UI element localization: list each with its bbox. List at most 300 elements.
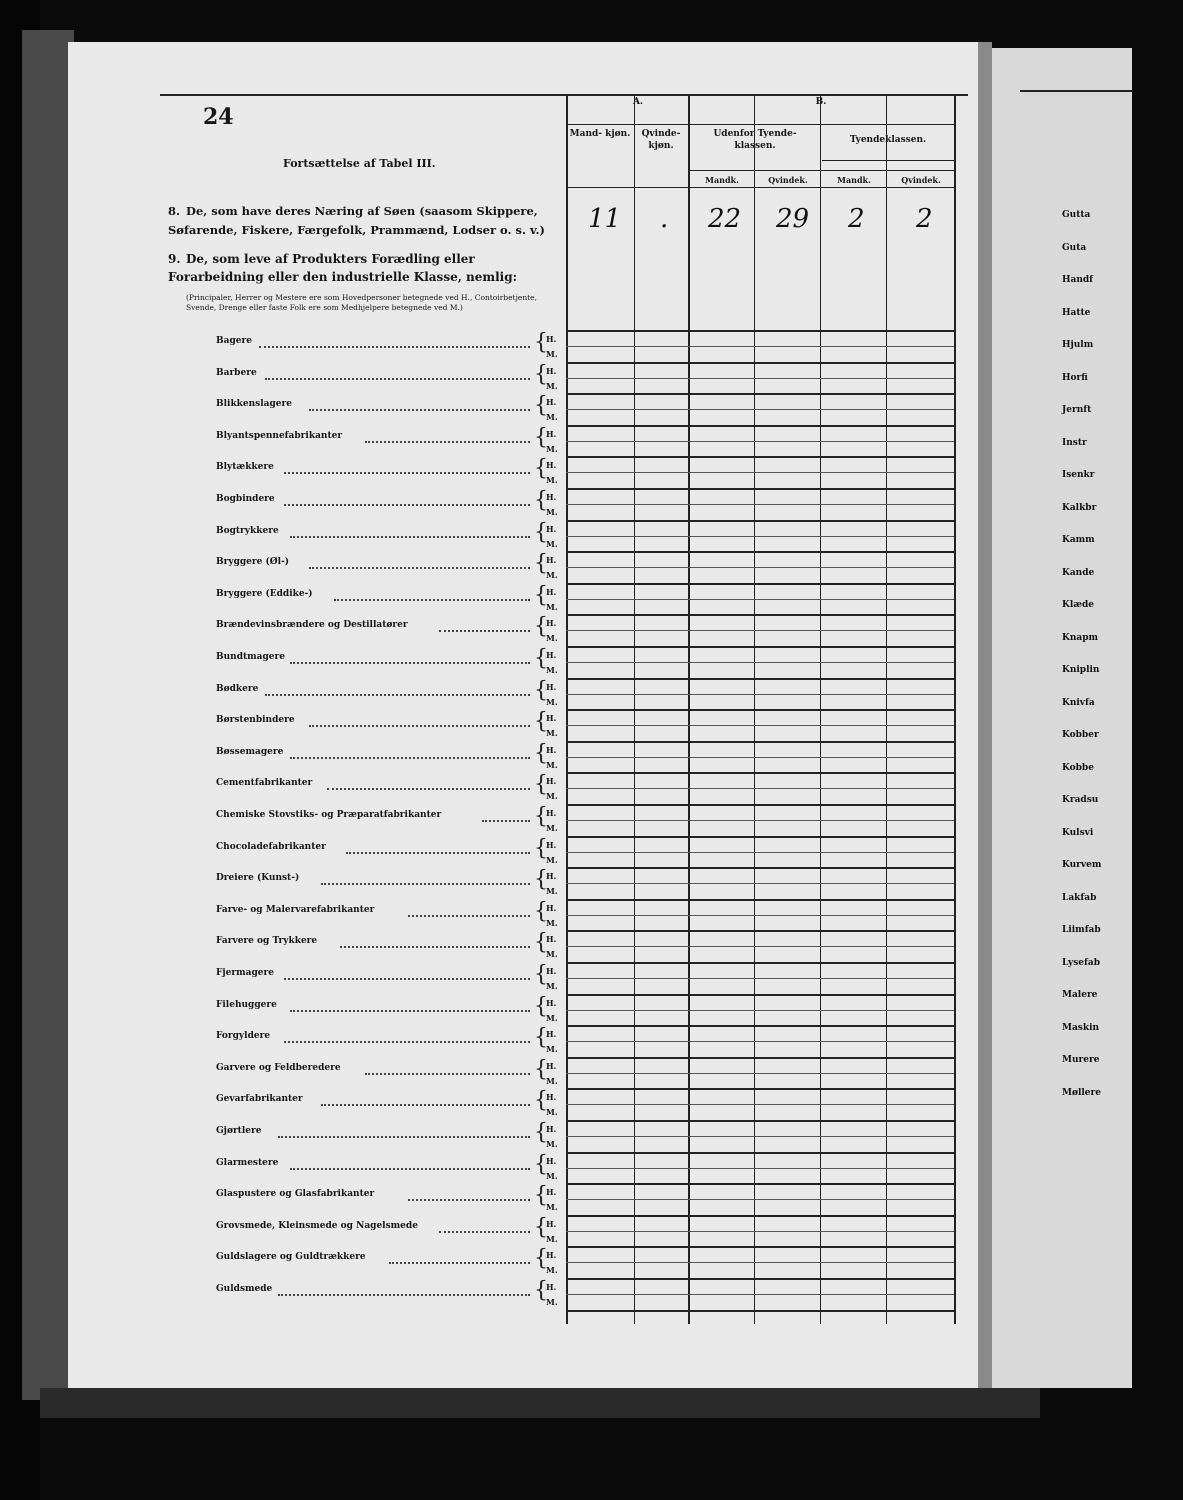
occupation-label: Bødkere (216, 683, 259, 694)
leader-dots (265, 378, 530, 381)
occupation-label: Cementfabrikanter (216, 778, 313, 789)
hm-labels (546, 964, 558, 994)
brace-mark: { (534, 519, 548, 545)
page-number: 24 (203, 104, 234, 130)
hm-labels (546, 585, 558, 615)
brace-mark: { (534, 1088, 548, 1114)
page-edge (978, 42, 992, 1388)
value-udenfor-mandk-8: 22 (708, 204, 742, 234)
hovedperson-label: H. (546, 1155, 557, 1166)
row-rule (566, 1199, 954, 1200)
brace-mark: { (534, 1056, 548, 1082)
medhjelper-label: M. (546, 854, 558, 865)
row-rule (566, 1231, 954, 1232)
brace-mark: { (534, 646, 548, 671)
leader-dots (482, 820, 530, 823)
adjacent-page-label: Kobber (1062, 730, 1099, 740)
value-udenfor-qvindek-8: 29 (776, 204, 810, 234)
brace-mark: { (534, 835, 548, 861)
hovedperson-label: H. (546, 1218, 557, 1229)
hovedperson-label: H. (546, 871, 557, 882)
adjacent-page-label: Malere (1062, 990, 1098, 1000)
hovedperson-label: H. (546, 1029, 557, 1040)
hm-labels (546, 806, 558, 836)
hm-labels (546, 1154, 558, 1184)
hovedperson-label: H. (546, 713, 557, 724)
brace-mark: { (534, 1278, 548, 1303)
medhjelper-label: M. (546, 949, 558, 960)
medhjelper-label: M. (546, 1075, 558, 1086)
leader-dots (439, 1231, 530, 1234)
row-rule (566, 1120, 954, 1122)
row-rule (566, 788, 954, 789)
medhjelper-label: M. (546, 1139, 558, 1149)
medhjelper-label: M. (546, 443, 558, 454)
row-rule (566, 1025, 954, 1027)
scan-bottom-border (40, 1388, 1040, 1418)
row-rule (566, 1183, 954, 1185)
row-rule (566, 1152, 954, 1154)
medhjelper-label: M. (546, 349, 558, 359)
occupation-label: Guldsmede (216, 1284, 273, 1294)
occupation-label: Farve- og Malervarefabrikanter (216, 904, 375, 915)
row-rule (566, 488, 954, 490)
hovedperson-label: H. (546, 1092, 557, 1103)
row-rule (566, 994, 954, 996)
brace-mark: { (534, 740, 548, 766)
leader-dots (284, 504, 530, 507)
hm-labels (546, 838, 558, 868)
leader-dots (408, 915, 530, 918)
occupation-label: Blytækkere (216, 462, 274, 473)
occupation-label: Garvere og Feldberedere (216, 1062, 341, 1073)
medhjelper-label: M. (546, 1265, 558, 1276)
leader-dots (408, 1199, 530, 1202)
brace-mark: { (534, 993, 548, 1019)
section-9-text: De, som leve af Produkters Forædling eller Forarbeidning eller den industrielle Klasse, nemlig: (168, 252, 518, 284)
brace-mark: { (534, 1183, 548, 1209)
medhjelper-label: M. (546, 538, 558, 549)
hovedperson-label: H. (546, 776, 557, 787)
hm-labels (546, 932, 558, 962)
row-rule (566, 441, 954, 442)
brace-mark: { (534, 330, 548, 355)
section-9-note: (Principaler, Herrer og Mestere ere som Hovedpersoner betegnede ved H., Contoirbetjente, Svende, Drenge eller faste Folk ere som Medhjelpere betegnede ved M.) (186, 293, 537, 312)
subheader-mandk-1: Mandk. (705, 175, 739, 185)
occupation-label: Guldslagere og Guldtrækkere (216, 1252, 366, 1263)
row-rule (566, 567, 954, 568)
medhjelper-label: M. (546, 1044, 558, 1055)
hm-labels (546, 743, 558, 773)
leader-dots (278, 1136, 530, 1139)
hm-labels (546, 996, 558, 1026)
row-rule (566, 1262, 954, 1263)
adjacent-top-rule (1020, 90, 1132, 92)
column-a-header: A. (632, 97, 644, 107)
header-rule (688, 170, 954, 171)
adjacent-page-label: Lakfab (1062, 892, 1097, 903)
row-rule (566, 867, 954, 869)
row-rule (566, 551, 954, 553)
row-rule (566, 1041, 954, 1042)
hovedperson-label: H. (546, 1187, 557, 1198)
hm-labels (546, 1280, 558, 1310)
hm-labels (546, 427, 558, 457)
row-rule (566, 536, 954, 537)
occupation-label: Bøssemagere (216, 746, 284, 757)
occupation-label: Børstenbindere (216, 715, 295, 726)
hovedperson-label: H. (546, 808, 557, 818)
adjacent-page (992, 48, 1132, 1388)
leader-dots (284, 1041, 530, 1044)
hm-labels (546, 616, 558, 646)
brace-mark: { (534, 424, 548, 450)
occupation-label: Bogtrykkere (216, 525, 279, 536)
adjacent-page-label: Kurvem (1062, 860, 1102, 870)
row-rule (566, 1010, 954, 1011)
adjacent-page-label: Instr (1062, 437, 1087, 448)
row-rule (566, 646, 954, 648)
continuation-title: Fortsættelse af Tabel III. (283, 157, 436, 170)
leader-dots (284, 978, 530, 981)
adjacent-page-label: Kalkbr (1062, 502, 1097, 513)
medhjelper-label: M. (546, 570, 558, 581)
value-qvindekjon-8: . (660, 204, 669, 234)
row-rule (566, 978, 954, 979)
brace-mark: { (534, 709, 548, 735)
hovedperson-label: H. (546, 334, 557, 344)
row-rule (566, 614, 954, 616)
row-rule (566, 1246, 954, 1248)
medhjelper-label: M. (546, 1202, 558, 1213)
hovedperson-label: H. (546, 1060, 557, 1071)
medhjelper-label: M. (546, 696, 558, 707)
leader-dots (278, 1294, 530, 1297)
medhjelper-label: M. (546, 601, 558, 612)
row-rule (566, 1104, 954, 1105)
medhjelper-label: M. (546, 981, 558, 991)
row-rule (566, 1073, 954, 1074)
row-rule (566, 583, 954, 585)
row-rule (566, 1088, 954, 1090)
hm-labels (546, 332, 558, 362)
leader-dots (309, 409, 530, 412)
adjacent-page-label: Isenkr (1062, 470, 1095, 480)
row-rule (566, 378, 954, 379)
occupation-label: Barbere (216, 367, 257, 378)
hovedperson-label: H. (546, 618, 557, 629)
adjacent-page-label: Kande (1062, 567, 1095, 578)
hm-labels (546, 1248, 558, 1278)
row-rule (566, 1215, 954, 1217)
hovedperson-label: H. (546, 934, 557, 945)
adjacent-page-label: Klæde (1062, 600, 1095, 610)
leader-dots (259, 346, 530, 349)
hm-labels (546, 680, 558, 710)
value-tyende-qvindek-8: 2 (916, 204, 933, 234)
row-rule (566, 852, 954, 853)
brace-mark: { (534, 1151, 548, 1177)
row-rule (566, 915, 954, 916)
header-rule (822, 160, 954, 161)
occupation-label: Bagere (216, 336, 252, 346)
value-mandkjon-8: 11 (588, 204, 622, 234)
occupation-label: Glaspustere og Glasfabrikanter (216, 1189, 375, 1200)
subheader-mandk-2: Mandk. (837, 175, 871, 185)
adjacent-page-label: Gutta (1062, 210, 1091, 220)
medhjelper-label: M. (546, 791, 558, 802)
row-rule (566, 836, 954, 838)
row-rule (566, 456, 954, 458)
row-rule (566, 883, 954, 884)
leader-dots (334, 599, 530, 602)
row-rule (566, 757, 954, 758)
medhjelper-label: M. (546, 633, 558, 644)
medhjelper-label: M. (546, 823, 558, 833)
row-rule (566, 1136, 954, 1137)
adjacent-page-label: Kamm (1062, 535, 1095, 545)
medhjelper-label: M. (546, 1012, 558, 1023)
leader-dots (290, 662, 530, 665)
section-9-number: 9. (168, 252, 181, 266)
leader-dots (284, 472, 530, 475)
leader-dots (290, 1010, 530, 1013)
row-rule (566, 362, 954, 364)
adjacent-page-label: Knivfa (1062, 697, 1095, 708)
brace-mark: { (534, 488, 548, 513)
value-tyende-mandk-8: 2 (848, 204, 865, 234)
row-rule (566, 1278, 954, 1280)
leader-dots (290, 1168, 530, 1171)
hm-labels (546, 364, 558, 394)
occupation-label: Forgyldere (216, 1031, 271, 1042)
hm-labels (546, 648, 558, 678)
occupation-label: Glarmestere (216, 1157, 279, 1168)
adjacent-page-label: Handf (1062, 275, 1094, 285)
hovedperson-label: H. (546, 744, 557, 755)
hovedperson-label: H. (546, 460, 557, 471)
adjacent-page-label: Jernft (1062, 405, 1092, 415)
header-udenfor-tyendeklassen: Udenfor Tyende- klassen. (713, 129, 797, 151)
row-rule (566, 1294, 954, 1295)
hovedperson-label: H. (546, 586, 557, 597)
row-rule (566, 409, 954, 410)
hovedperson-label: H. (546, 492, 557, 502)
row-rule (566, 520, 954, 522)
brace-mark: { (534, 1246, 548, 1272)
brace-mark: { (534, 1120, 548, 1145)
hm-labels (546, 490, 558, 520)
hovedperson-label: H. (546, 365, 557, 376)
row-rule (566, 630, 954, 631)
medhjelper-label: M. (546, 917, 558, 928)
binding-shadow (22, 30, 74, 1400)
adjacent-page-label: Maskin (1062, 1022, 1100, 1033)
adjacent-page-label: Lysefab (1062, 957, 1101, 968)
occupation-label: Gjørtlere (216, 1126, 262, 1136)
adjacent-page-label: Hjulm (1062, 340, 1094, 350)
hm-labels (546, 1217, 558, 1247)
header-rule (566, 124, 954, 125)
hm-labels (546, 522, 558, 552)
occupation-label: Fjermagere (216, 968, 274, 978)
medhjelper-label: M. (546, 475, 558, 486)
row-rule (566, 804, 954, 806)
occupation-label: Filehuggere (216, 999, 277, 1010)
leader-dots (327, 788, 530, 791)
hm-labels (546, 1185, 558, 1215)
brace-mark: { (534, 804, 548, 829)
medhjelper-label: M. (546, 412, 558, 423)
occupation-label: Chocoladefabrikanter (216, 841, 326, 852)
hovedperson-label: H. (546, 555, 557, 566)
hm-labels (546, 458, 558, 488)
header-rule (566, 187, 954, 188)
brace-mark: { (534, 898, 548, 924)
brace-mark: { (534, 930, 548, 956)
brace-mark: { (534, 551, 548, 577)
hovedperson-label: H. (546, 1282, 557, 1292)
occupation-label: Grovsmede, Kleinsmede og Nagelsmede (216, 1220, 418, 1231)
header-mandkjon: Mand- kjøn. (569, 129, 631, 139)
header-qvindekjon: Qvinde- kjøn. (641, 129, 681, 151)
medhjelper-label: M. (546, 380, 558, 391)
occupation-label: Dreiere (Kunst-) (216, 873, 300, 884)
brace-mark: { (534, 962, 548, 987)
hovedperson-label: H. (546, 839, 557, 850)
section-9 (168, 250, 558, 286)
brace-mark: { (534, 393, 548, 419)
medhjelper-label: M. (546, 759, 558, 770)
occupation-label: Bryggere (Eddike-) (216, 588, 313, 599)
hovedperson-label: H. (546, 523, 557, 534)
adjacent-page-label: Møllere (1062, 1087, 1101, 1098)
hm-labels (546, 901, 558, 931)
leader-dots (321, 883, 530, 886)
row-rule (566, 393, 954, 395)
brace-mark: { (534, 582, 548, 608)
row-rule (566, 946, 954, 947)
hovedperson-label: H. (546, 1250, 557, 1261)
row-rule (566, 709, 954, 711)
leader-dots (309, 725, 530, 728)
medhjelper-label: M. (546, 1233, 558, 1244)
medhjelper-label: M. (546, 665, 558, 675)
section-8-text: De, som have deres Næring af Søen (saasom Skippere, Søfarende, Fiskere, Færgefolk, Prammænd, Lodser o. s. v.) (168, 204, 545, 237)
hm-labels (546, 774, 558, 804)
hovedperson-label: H. (546, 997, 557, 1008)
column-b-header: B. (815, 97, 827, 107)
hovedperson-label: H. (546, 681, 557, 692)
occupation-label: Farvere og Trykkere (216, 936, 318, 947)
row-rule (566, 899, 954, 901)
row-rule (566, 678, 954, 680)
occupation-label: Blikkenslagere (216, 399, 292, 410)
leader-dots (439, 630, 530, 633)
hm-labels (546, 1027, 558, 1057)
hm-labels (546, 869, 558, 899)
hm-labels (546, 553, 558, 583)
adjacent-page-label: Guta (1062, 242, 1087, 253)
hovedperson-label: H. (546, 650, 557, 660)
row-rule (566, 694, 954, 695)
section-8 (168, 202, 558, 240)
row-rule (566, 741, 954, 743)
leader-dots (365, 1073, 530, 1076)
row-rule (566, 930, 954, 932)
section-8-number: 8. (168, 204, 181, 218)
adjacent-page-label: Liimfab (1062, 925, 1101, 935)
hm-labels (546, 1122, 558, 1152)
adjacent-page-label: Hatte (1062, 307, 1091, 318)
leader-dots (346, 852, 530, 855)
row-rule (566, 330, 954, 332)
column-rule (954, 94, 956, 1324)
leader-dots (309, 567, 530, 570)
brace-mark: { (534, 772, 548, 798)
medhjelper-label: M. (546, 728, 558, 739)
row-rule (566, 425, 954, 427)
subheader-qvindek-2: Qvindek. (901, 175, 941, 185)
row-rule (566, 1057, 954, 1059)
brace-mark: { (534, 456, 548, 482)
hm-labels (546, 395, 558, 425)
medhjelper-label: M. (546, 1297, 558, 1307)
row-rule (566, 504, 954, 505)
hovedperson-label: H. (546, 902, 557, 913)
leader-dots (365, 441, 530, 444)
brace-mark: { (534, 677, 548, 703)
brace-mark: { (534, 867, 548, 893)
brace-mark: { (534, 614, 548, 640)
adjacent-page-label: Kulsvi (1062, 827, 1094, 838)
medhjelper-label: M. (546, 507, 558, 517)
row-rule (566, 472, 954, 473)
occupation-label: Bundtmagere (216, 652, 285, 662)
medhjelper-label: M. (546, 886, 558, 897)
adjacent-page-label: Horfi (1062, 372, 1088, 383)
row-rule (566, 962, 954, 964)
adjacent-page-label: Kradsu (1062, 795, 1099, 805)
leader-dots (265, 694, 530, 697)
row-rule (566, 662, 954, 663)
occupation-label: Bryggere (Øl-) (216, 557, 290, 568)
brace-mark: { (534, 1025, 548, 1051)
adjacent-page-label: Murere (1062, 1055, 1100, 1065)
occupation-label: Blyantspennefabrikanter (216, 430, 343, 441)
leader-dots (389, 1262, 530, 1265)
hm-labels (546, 711, 558, 741)
hm-labels (546, 1090, 558, 1120)
hovedperson-label: H. (546, 397, 557, 408)
hovedperson-label: H. (546, 966, 557, 976)
brace-mark: { (534, 361, 548, 387)
leader-dots (321, 1104, 530, 1107)
header-tyendeklassen: Tyendeklassen. (849, 135, 927, 145)
hovedperson-label: H. (546, 1124, 557, 1134)
row-rule (566, 599, 954, 600)
row-rule (566, 820, 954, 821)
leader-dots (290, 757, 530, 760)
medhjelper-label: M. (546, 1170, 558, 1181)
hovedperson-label: H. (546, 428, 557, 439)
row-rule (566, 1168, 954, 1169)
row-rule (566, 772, 954, 774)
occupation-label: Gevarfabrikanter (216, 1094, 303, 1105)
row-rule (566, 725, 954, 726)
ledger-page (68, 42, 978, 1388)
leader-dots (290, 536, 530, 539)
